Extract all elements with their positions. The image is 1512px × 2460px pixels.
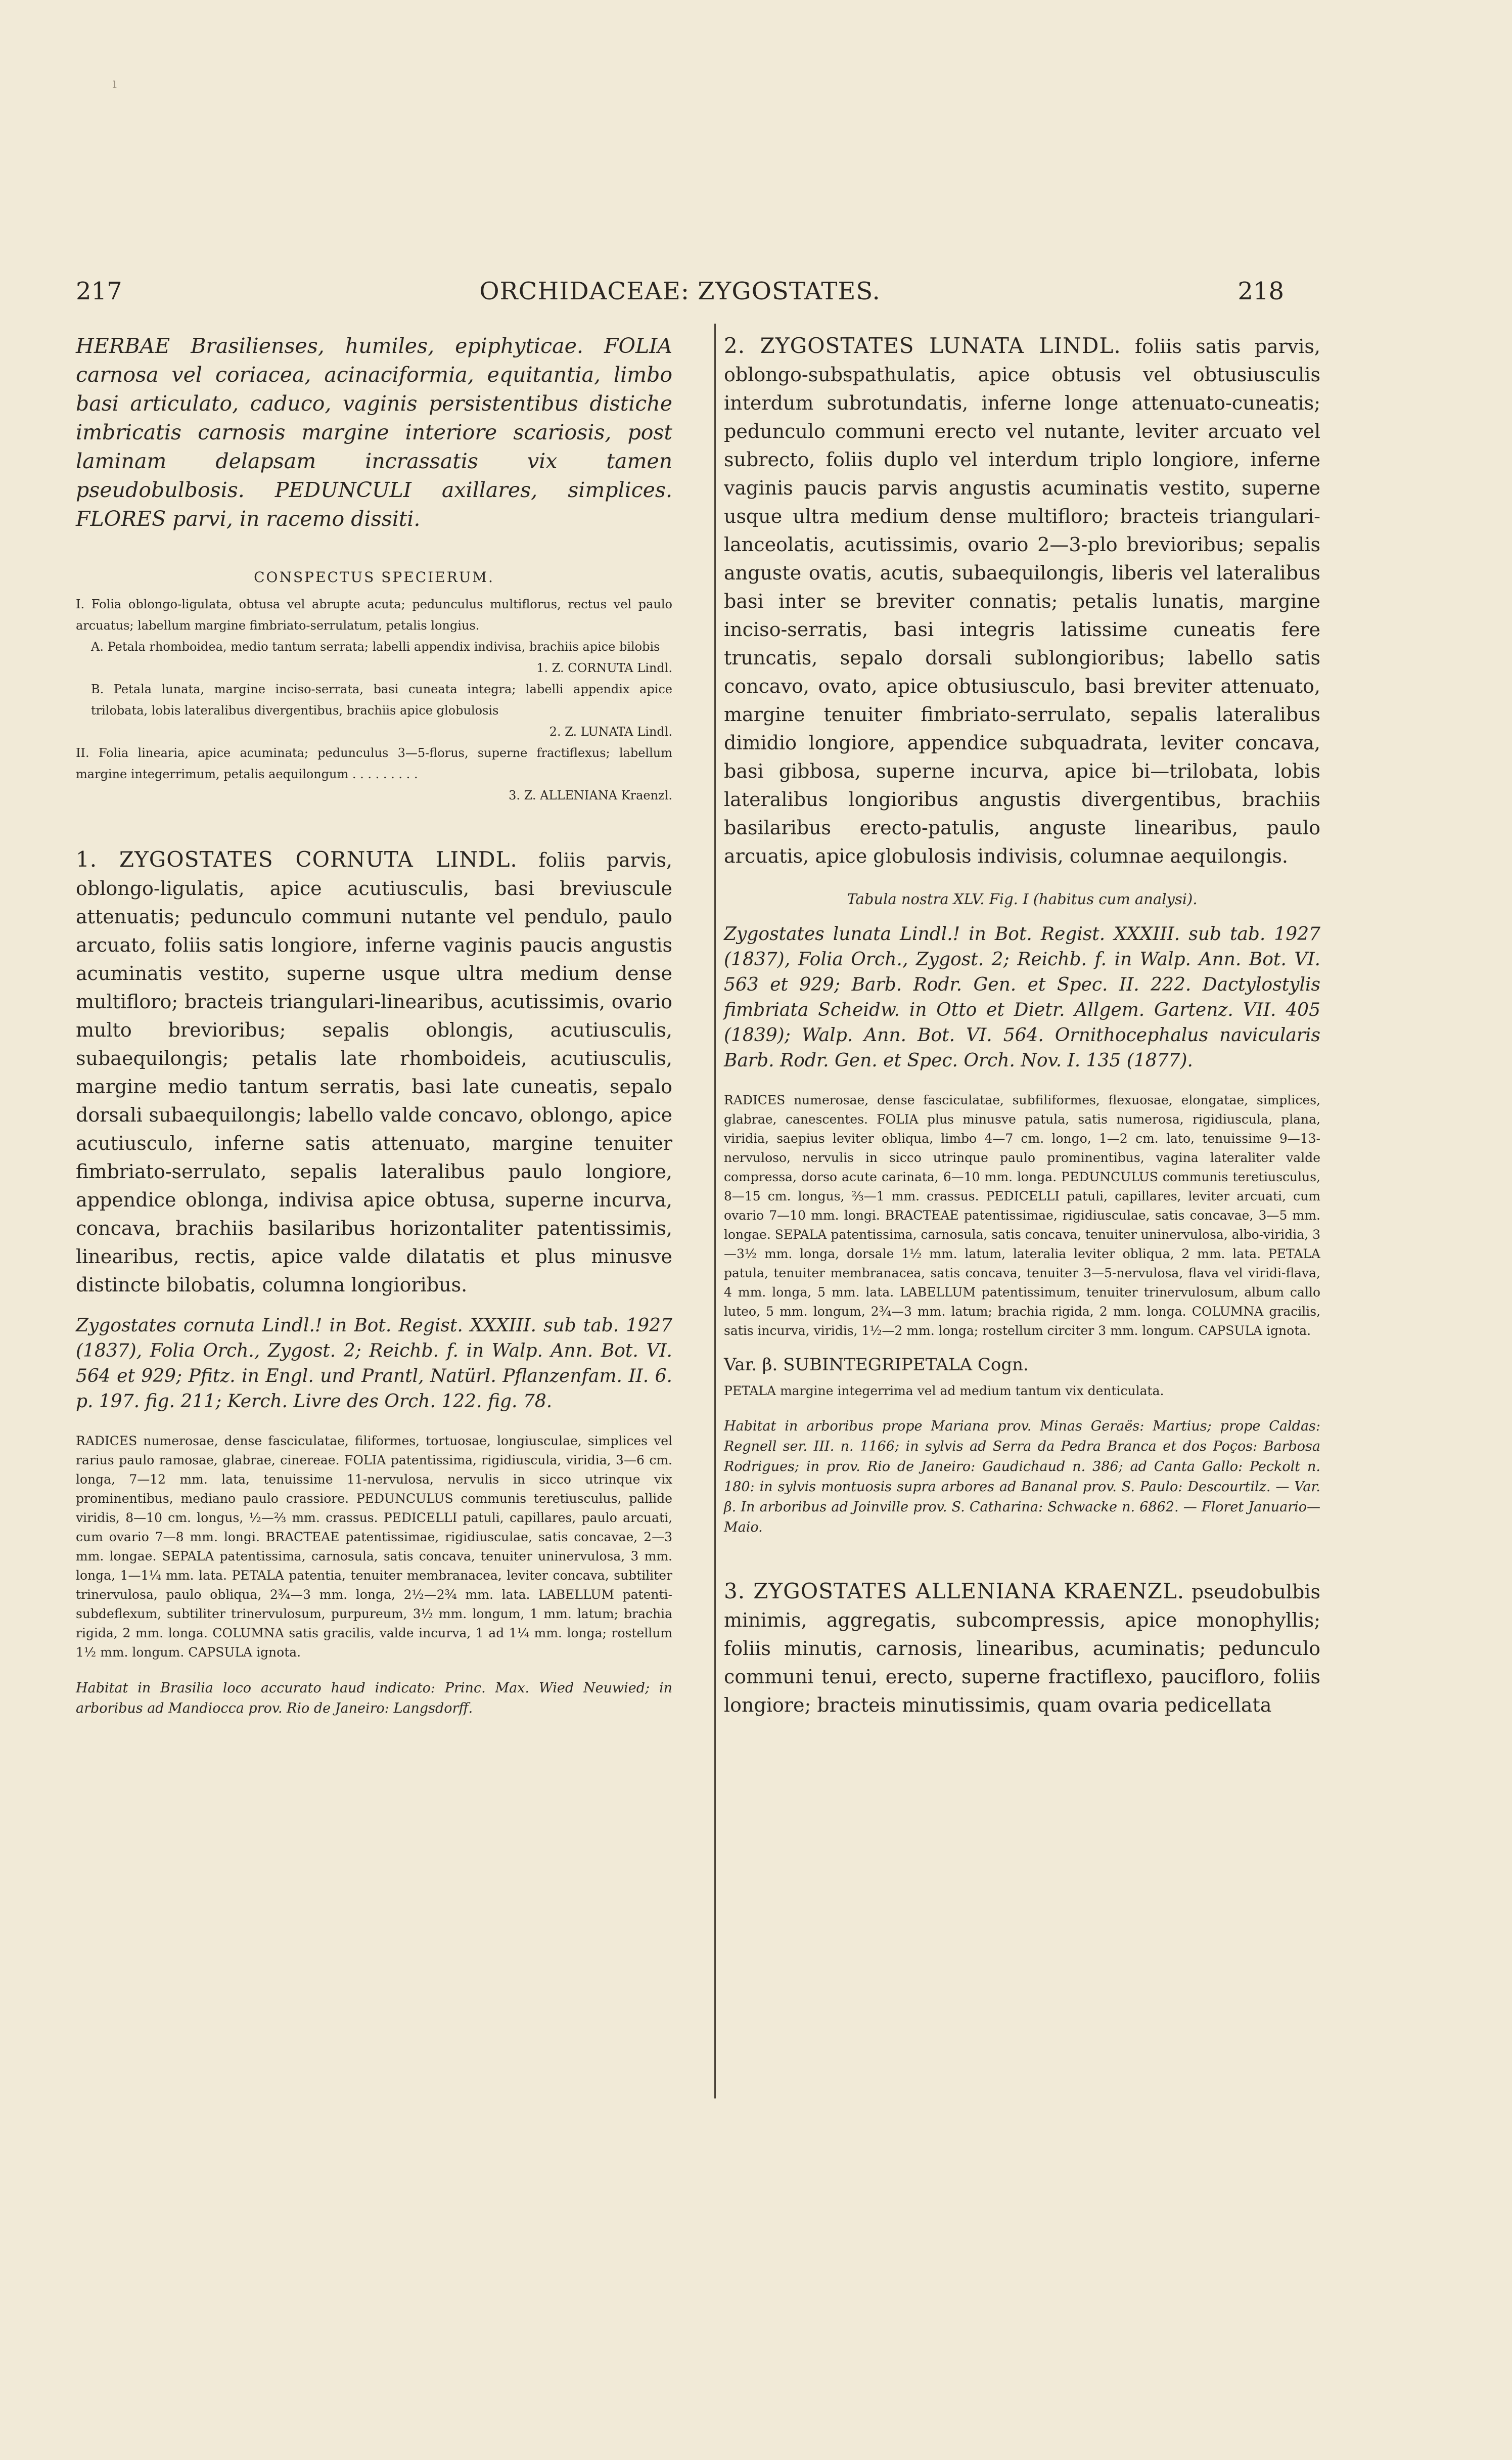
species-1-text: foliis parvis, oblongo-ligulatis, apice acutiusculis, basi breviuscule attenuatis; pedunculo communi nutante vel pendulo, paulo arcuato, foliis satis longiore, inferne vaginis paucis angustis acuminatis vestito, superne usque ultra medium dense multifloro; bracteis triangulari-linearibus, acutissimis, ovario multo brevioribus; sepalis oblongis, acutiusculis, subaequilongis; petalis late rhomboideis, acutiusculis, margine medio tantum serratis, basi late cuneatis, sepalo dorsali subaequilongis; labello valde concavo, oblongo, apice acutiusculo, inferne satis attenuato, margine tenuiter fimbriato-serrulato, sepalis lateralibus paulo longiore, appendice oblonga, indivisa apice obtusa, superne incurva, concava, brachiis basilaribus horizontaliter patentissimis, linearibus, rectis, apice valde dilatatis et plus minusve distincte bilobatis, columna longioribus.: [76, 849, 672, 1296]
species-3-description: [724, 1577, 1320, 1719]
right-column: [724, 332, 1320, 1719]
variety-description: PETALA margine integerrima vel ad medium tantum vix denticulata.: [724, 1383, 1164, 1398]
species-3-text: pseudobulbis minimis, aggregatis, subcompressis, apice monophyllis; foliis minutis, carnosis, linearibus, acuminatis; pedunculo communi tenui, erecto, superne fractiflexo, paucifloro, foliis longiore; bracteis minutissimis, quam ovaria pedicellata: [724, 1581, 1320, 1716]
genus-description: HERBAE Brasilienses, humiles, epiphyticae. FOLIA carnosa vel coriacea, acinaciformia, equitantia, limbo basi articulato, caduco, vaginis persistentibus distiche imbricatis carnosis margine interiore scariosis, post laminam delapsam incrassatis vix tamen pseudobulbosis. PEDUNCULI axillares, simplices. FLORES parvi, in racemo dissiti.: [76, 334, 672, 531]
key-lead-1: I. Folia oblongo-ligulata, obtusa vel abrupte acuta; pedunculus multiflorus, rectus vel paulo arcuatus; labellum margine fimbriato-serrulatum, petalis longius.: [76, 597, 672, 633]
species-key: [76, 594, 672, 806]
species-1-description: [76, 845, 672, 1299]
species-2-description: [724, 332, 1320, 870]
plate-reference: Tabula nostra XLV. Fig. I (habitus cum analysi).: [847, 890, 1198, 908]
left-column: [76, 332, 672, 1719]
species-2-text: foliis satis parvis, oblongo-subspathulatis, apice obtusis vel obtusiusculis interdum subrotundatis, inferne longe attenuato-cuneatis; pedunculo communi erecto vel nutante, leviter arcuato vel subrecto, foliis duplo vel interdum triplo longiore, inferne vaginis paucis parvis angustis acuminatis vestito, superne usque ultra medium dense multifloro; bracteis triangulari-lanceolatis, acutissimis, ovario 2—3-plo brevioribus; sepalis anguste ovatis, acutis, subaequilongis, liberis vel lateralibus basi inter se breviter connatis; petalis lunatis, margine inciso-serratis, basi integris latissime cuneatis fere truncatis, sepalo dorsali sublongioribus; labello satis concavo, ovato, apice obtusiusculo, basi breviter attenuato, margine tenuiter fimbriato-serrulato, sepalis lateralibus dimidio longiore, appendice subquadrata, leviter concava, basi gibbosa, superne incurva, apice bi—trilobata, lobis lateralibus longioribus angustis divergentibus, brachiis basilaribus erecto-patulis, anguste linearibus, paulo arcuatis, apice globulosis indivisis, columnae aequilongis.: [724, 335, 1320, 867]
species-1-habitat: Habitat in Brasilia loco accurato haud indicato: Princ. Max. Wied Neuwied; in arboribus ad Mandiocca prov. Rio de Janeiro: Langsdorff.: [76, 1680, 672, 1716]
key-result-2: 2. Z. LUNATA Lindl.: [549, 725, 672, 739]
page-number-right: 218: [1238, 277, 1284, 305]
conspectus-title: CONSPECTUS SPECIERUM.: [254, 569, 494, 586]
key-lead-1a: A. Petala rhomboidea, medio tantum serrata; labelli appendix indivisa, brachiis apice bilobis: [91, 640, 660, 654]
species-2-heading: 2. ZYGOSTATES LUNATA LINDL.: [724, 333, 1121, 358]
species-2-habitat: Habitat in arboribus prope Mariana prov. Minas Geraës: Martius; prope Caldas: Regnell ser. III. n. 1166; in sylvis ad Serra da Pedra Branca et dos Poços: Barbosa Rodrigues; in prov. Rio de Janeiro: Gaudichaud n. 386; ad Canta Gallo: Peckolt n. 180: in sylvis montuosis supra arbores ad Bananal prov. S. Paulo: Descourtilz. — Var. β. In arboribus ad Joinville prov. S. Catharina: Schwacke n. 6862. — Floret Januario—Maio.: [724, 1418, 1320, 1535]
column-divider: [714, 324, 716, 2098]
running-title: ORCHIDACEAE: ZYGOSTATES.: [479, 277, 881, 305]
species-3-heading: 3. ZYGOSTATES ALLENIANA KRAENZL.: [724, 1579, 1185, 1603]
page-number-left: 217: [76, 277, 122, 305]
species-2-citations: Zygostates lunata Lindl.! in Bot. Regist. XXXIII. sub tab. 1927 (1837), Folia Orch., Zygost. 2; Reichb. f. in Walp. Ann. Bot. VI. 563 et 929; Barb. Rodr. Gen. et Spec. II. 222. Dactylostylis fimbriata Scheidw. in Otto et Dietr. Allgem. Gartenz. VII. 405 (1839); Walp. Ann. Bot. VI. 564. Ornithocephalus navicularis Barb. Rodr. Gen. et Spec. Orch. Nov. I. 135 (1877).: [724, 924, 1320, 1071]
variety-heading: Var. β. SUBINTEGRIPETALA Cogn.: [724, 1355, 1029, 1375]
species-1-heading: 1. ZYGOSTATES CORNUTA LINDL.: [76, 847, 518, 872]
species-1-citations: Zygostates cornuta Lindl.! in Bot. Regist. XXXIII. sub tab. 1927 (1837), Folia Orch., Zygost. 2; Reichb. f. in Walp. Ann. Bot. VI. 564 et 929; Pfitz. in Engl. und Prantl, Natürl. Pflanzenfam. II. 6. p. 197. fig. 211; Kerch. Livre des Orch. 122. fig. 78.: [76, 1315, 672, 1412]
species-2-details: RADICES numerosae, dense fasciculatae, subfiliformes, flexuosae, elongatae, simplices, glabrae, canescentes. FOLIA plus minusve patula, satis numerosa, rigidiuscula, plana, viridia, saepius leviter obliqua, limbo 4—7 cm. longo, 1—2 cm. lato, tenuissime 9—13-nervuloso, nervulis in sicco utrinque paulo prominentibus, vagina lateraliter valde compressa, dorso acute carinata, 6—10 mm. longa. PEDUNCULUS communis teretiusculus, 8—15 cm. longus, ⅔—1 mm. crassus. PEDICELLI patuli, capillares, leviter arcuati, cum ovario 7—10 mm. longi. BRACTEAE patentissimae, rigidiusculae, satis concavae, 3—5 mm. longae. SEPALA patentissima, carnosula, satis concava, tenuiter uninervulosa, albo-viridia, 3—3½ mm. longa, dorsale 1½ mm. latum, lateralia leviter obliqua, 2 mm. lata. PETALA patula, tenuiter membranacea, satis concava, tenuiter 3—5-nervulosa, flava vel viridi-flava, 4 mm. longa, 5 mm. lata. LABELLUM patentissimum, tenuiter trinervulosum, album callo luteo, 5 mm. longum, 2¾—3 mm. latum; brachia rigida, 2 mm. longa. COLUMNA gracilis, satis incurva, viridis, 1½—2 mm. longa; rostellum circiter 3 mm. longum. CAPSULA ignota.: [724, 1093, 1320, 1338]
corner-mark: ı: [112, 75, 117, 92]
species-1-details: RADICES numerosae, dense fasciculatae, filiformes, tortuosae, longiusculae, simplices vel rarius paulo ramosae, glabrae, cinereae. FOLIA patentissima, rigidiuscula, viridia, 3—6 cm. longa, 7—12 mm. lata, tenuissime 11-nervulosa, nervulis in sicco utrinque vix prominentibus, mediano paulo crassiore. PEDUNCULUS communis teretiusculus, pallide viridis, 8—10 cm. longus, ½—⅔ mm. crassus. PEDICELLI patuli, capillares, paulo arcuati, cum ovario 7—8 mm. longi. BRACTEAE patentissimae, rigidiusculae, satis concavae, 2—3 mm. longae. SEPALA patentissima, carnosula, satis concava, tenuiter uninervulosa, 3 mm. longa, 1—1¼ mm. lata. PETALA patentia, tenuiter membranacea, leviter concava, subtiliter trinervulosa, paulo obliqua, 2¾—3 mm. longa, 2½—2¾ mm. lata. LABELLUM patenti-subdeflexum, subtiliter trinervulosum, purpureum, 3½ mm. longum, 1 mm. latum; brachia rigida, 2 mm. longa. COLUMNA satis gracilis, valde incurva, 1 ad 1¼ mm. longa; rostellum 1½ mm. longum. CAPSULA ignota.: [76, 1434, 672, 1660]
key-lead-1b: B. Petala lunata, margine inciso-serrata, basi cuneata integra; labelli appendix apice trilobata, lobis lateralibus divergentibus, brachiis apice globulosis: [91, 682, 672, 718]
key-result-1: 1. Z. CORNUTA Lindl.: [536, 661, 672, 675]
key-result-3: 3. Z. ALLENIANA Kraenzl.: [509, 788, 672, 802]
key-lead-2: II. Folia linearia, apice acuminata; pedunculus 3—5-florus, superne fractiflexus; labellum margine integerrimum, petalis aequilongum . . . . . . . . .: [76, 746, 672, 781]
running-header: [76, 277, 1284, 309]
